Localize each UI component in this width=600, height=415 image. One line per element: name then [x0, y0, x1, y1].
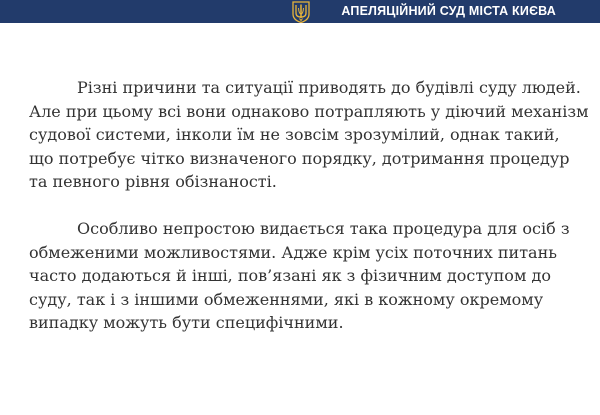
header-bar — [0, 0, 600, 23]
court-title: АПЕЛЯЦІЙНИЙ СУД МІСТА КИЄВА — [341, 4, 556, 18]
main-text — [29, 76, 589, 335]
trident-coat-of-arms-icon — [292, 1, 310, 23]
paragraph-2: Особливо непростою видається така процедура для осіб з обмеженими можливостями. Адже крім усіх поточних питань часто додаються й інші, пов’язані як з фізичним доступом до суду, так і з іншими обмеженнями, які в кожному окремому випадку можуть бути специфічними. — [29, 219, 570, 332]
paragraph-1: Різні причини та ситуації приводять до будівлі суду людей. Але при цьому всі вони однаково потрапляють у діючий механізм судової системи, інколи їм не зовсім зрозумілий, однак такий, що потребує чітко визначеного порядку, дотримання процедур та певного рівня обізнаності. — [29, 78, 589, 191]
